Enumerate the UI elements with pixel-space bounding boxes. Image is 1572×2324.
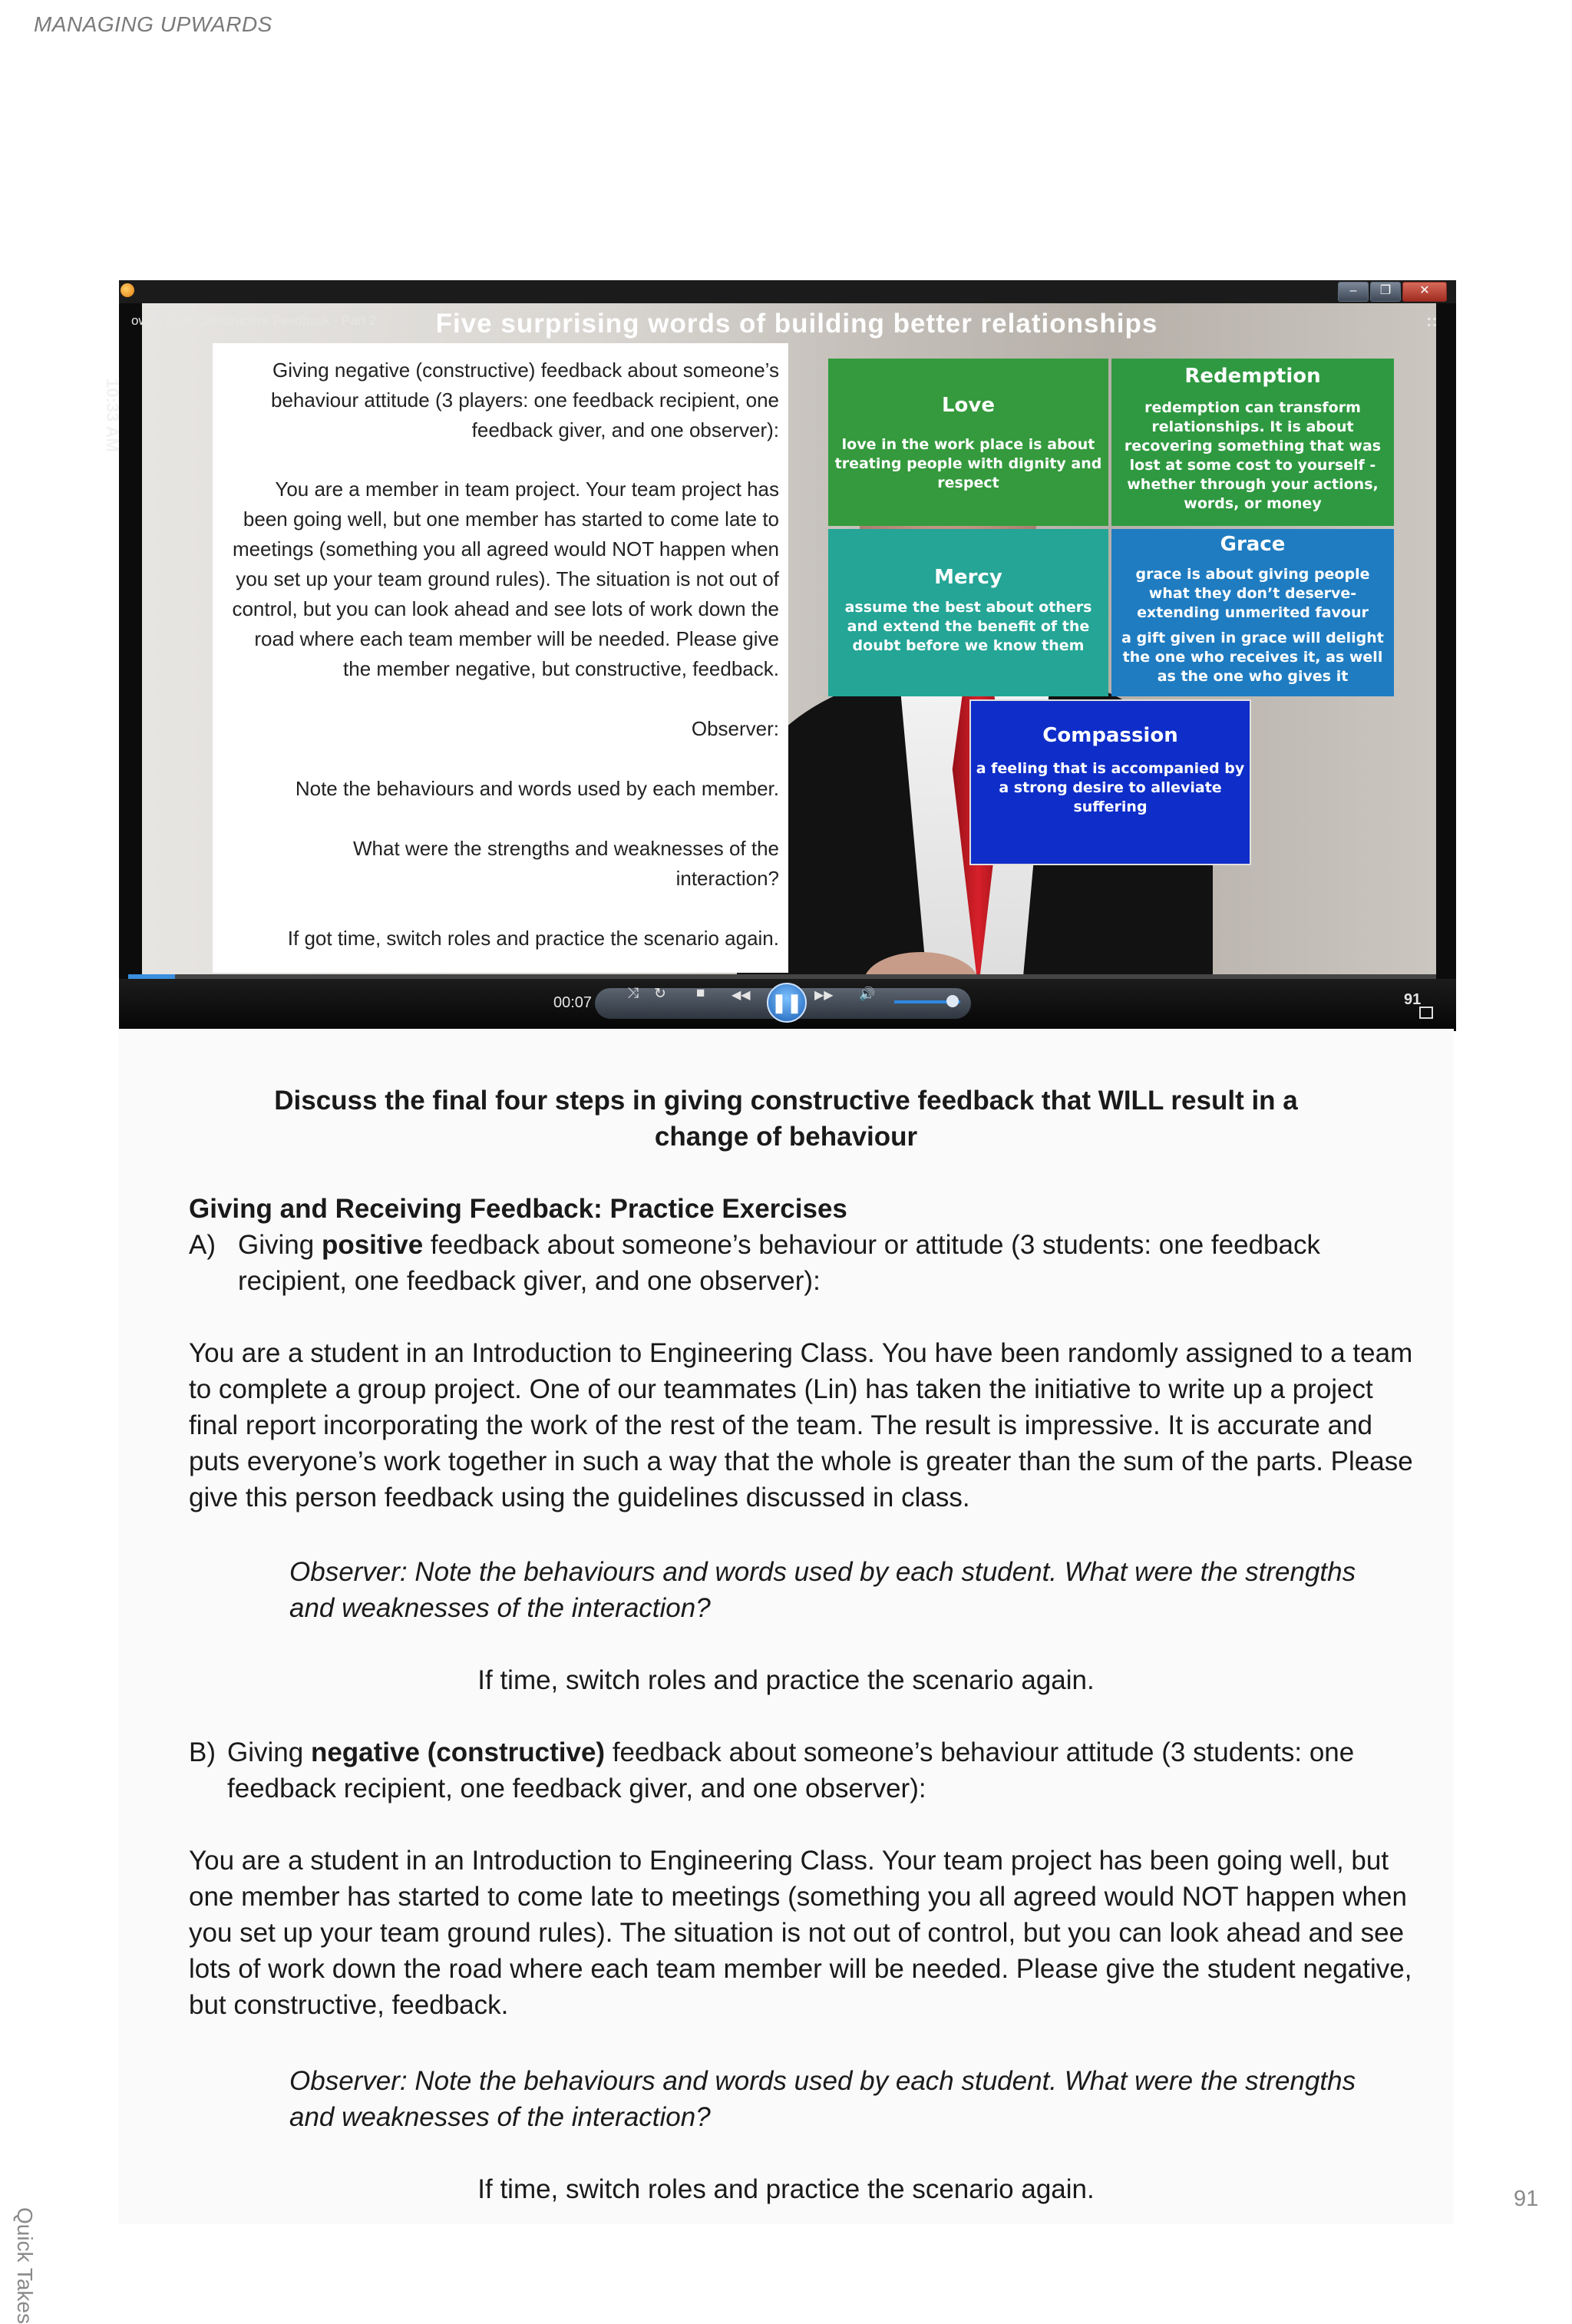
item-b-marker: B) [189, 1737, 216, 1767]
tile-love-title: Love [941, 394, 995, 417]
item-b-prefix: Giving [227, 1737, 311, 1767]
close-button[interactable]: ✕ [1402, 282, 1447, 302]
forward-icon[interactable]: ▶▶ [814, 989, 834, 1002]
panel-switch-roles: If got time, switch roles and practice the scenario again. [287, 927, 779, 950]
running-header: MANAGING UPWARDS [34, 12, 272, 36]
elapsed-time: 00:07 [553, 994, 593, 1011]
tile-grace-body-1: grace is about giving people what they don’t deserve- extending unmerited favour [1135, 566, 1370, 621]
tile-love [828, 359, 1108, 526]
volume-icon[interactable]: 🔊 [859, 987, 876, 1001]
item-a-text [238, 1227, 1397, 1299]
tile-compassion [969, 699, 1251, 865]
tile-grace-body-2: a gift given in grace will delight the one who receives it, as well as the one who gives it [1121, 630, 1384, 685]
video-title: ow to Give Constructive Feedback - Part 2 [131, 313, 377, 328]
tile-compassion-title: Compassion [1042, 724, 1178, 747]
restore-button[interactable]: ❐ [1370, 282, 1401, 302]
panel-scenario: You are a member in team project. Your team project has been going well, but one member has started to come late to meetings (something you all agreed would NOT happen when you set up your team ground rules). The situation is not out of control, but you can look ahead and see lots of work down the road where each team member will be needed. Please give the member negative, but constructive, feedback. [232, 478, 779, 680]
tile-redemption-body: redemption can transform relationships. It is about recovering something that was lost at some cost to yourself - whether through your actions, words, or money [1124, 399, 1382, 512]
tile-mercy-title: Mercy [934, 566, 1002, 589]
playback-controls [119, 979, 1456, 1031]
item-a-rest: feedback about someone’s behaviour or attitude (3 students: one feedback recipient, one feedback giver, and one observer): [238, 1230, 1320, 1296]
tile-mercy-body: assume the best about others and extend the benefit of the doubt before we know them [844, 599, 1092, 654]
overlay-title: Five surprising words of building better relationships [435, 309, 1158, 339]
corner-mark: :: [1426, 311, 1438, 330]
fullscreen-icon[interactable] [1419, 1007, 1433, 1019]
frame-number: 91 [1404, 991, 1422, 1008]
rewind-icon[interactable]: ◀◀ [732, 989, 751, 1002]
item-b-bold: negative (constructive) [310, 1737, 606, 1767]
clock: 10:33 AM [103, 379, 122, 452]
observer-a: Observer: Note the behaviours and words used by each student. What were the strengths and weaknesses of the interaction? [289, 1557, 1356, 1623]
observer-b: Observer: Note the behaviours and words used by each student. What were the strengths and weaknesses of the interaction? [289, 2066, 1356, 2132]
window-titlebar [119, 280, 1456, 303]
video-player-window[interactable] [103, 280, 1456, 1031]
scenario-a: You are a student in an Introduction to Engineering Class. You have been randomly assigned to a team to complete a group project. One of our teammates (Lin) has taken the initiative to write up a project final report incorporating the work of the rest of the team. The result is impressive. It is accurate and puts everyone’s work together in such a way that the whole is greater than the sum of the parts. Please give this person feedback using the guidelines discussed in class. [189, 1338, 1413, 1512]
page-number: 91 [1514, 2187, 1539, 2211]
shuffle-icon[interactable]: ⤨ [627, 985, 639, 1001]
repeat-icon[interactable]: ↻ [654, 986, 666, 1002]
volume-knob[interactable] [946, 995, 959, 1007]
tile-redemption-title: Redemption [1184, 365, 1321, 388]
minimize-button[interactable]: – [1338, 282, 1369, 302]
panel-intro: Giving negative (constructive) feedback about someone’s behaviour attitude (3 players: one feedback recipient, one feedback giver, and one observer): [271, 359, 779, 441]
video-frame[interactable] [142, 303, 1436, 993]
item-b-rest: feedback about someone’s behaviour attitude (3 students: one feedback recipient, one feedback giver, and one observer): [227, 1737, 1355, 1803]
scenario-text-panel [213, 343, 788, 973]
panel-observer-label: Observer: [691, 717, 779, 740]
stop-icon[interactable]: ■ [696, 985, 705, 1001]
tile-redemption [1111, 359, 1394, 526]
discuss-heading: Discuss the final four steps in giving constructive feedback that WILL result in a change of behaviour [274, 1086, 1298, 1152]
tile-mercy [828, 529, 1108, 696]
tile-grace-title: Grace [1220, 533, 1286, 556]
switch-roles-b: If time, switch roles and practice the scenario again. [477, 2174, 1095, 2204]
scenario-b: You are a student in an Introduction to Engineering Class. Your team project has been going well, but one member has started to come late to meetings (something you all agreed would NOT happen when you set up your team ground rules). The situation is not out of control, but you can look ahead and see lots of work down the road where each team member will be needed. Please give the student negative, but constructive, feedback. [189, 1846, 1412, 2020]
side-label: Quick Takes [13, 2207, 37, 2324]
tile-compassion-body: a feeling that is accompanied by a strong desire to alleviate suffering [976, 760, 1245, 815]
tile-love-body: love in the work place is about treating people with dignity and respect [834, 436, 1102, 491]
pause-button[interactable]: ❚❚ [767, 983, 807, 1023]
item-a-bold: positive [321, 1230, 424, 1260]
section-title: Giving and Receiving Feedback: Practice Exercises [189, 1194, 847, 1224]
switch-roles-a: If time, switch roles and practice the scenario again. [477, 1665, 1095, 1695]
panel-observer-question: What were the strengths and weaknesses of the interaction? [353, 837, 779, 890]
panel-observer-note: Note the behaviours and words used by each member. [295, 777, 779, 800]
item-a-prefix: Giving [238, 1230, 322, 1260]
item-a-marker: A) [189, 1230, 216, 1260]
item-b-text [227, 1734, 1394, 1807]
media-player-app-icon [121, 283, 134, 297]
tile-grace [1111, 529, 1394, 696]
